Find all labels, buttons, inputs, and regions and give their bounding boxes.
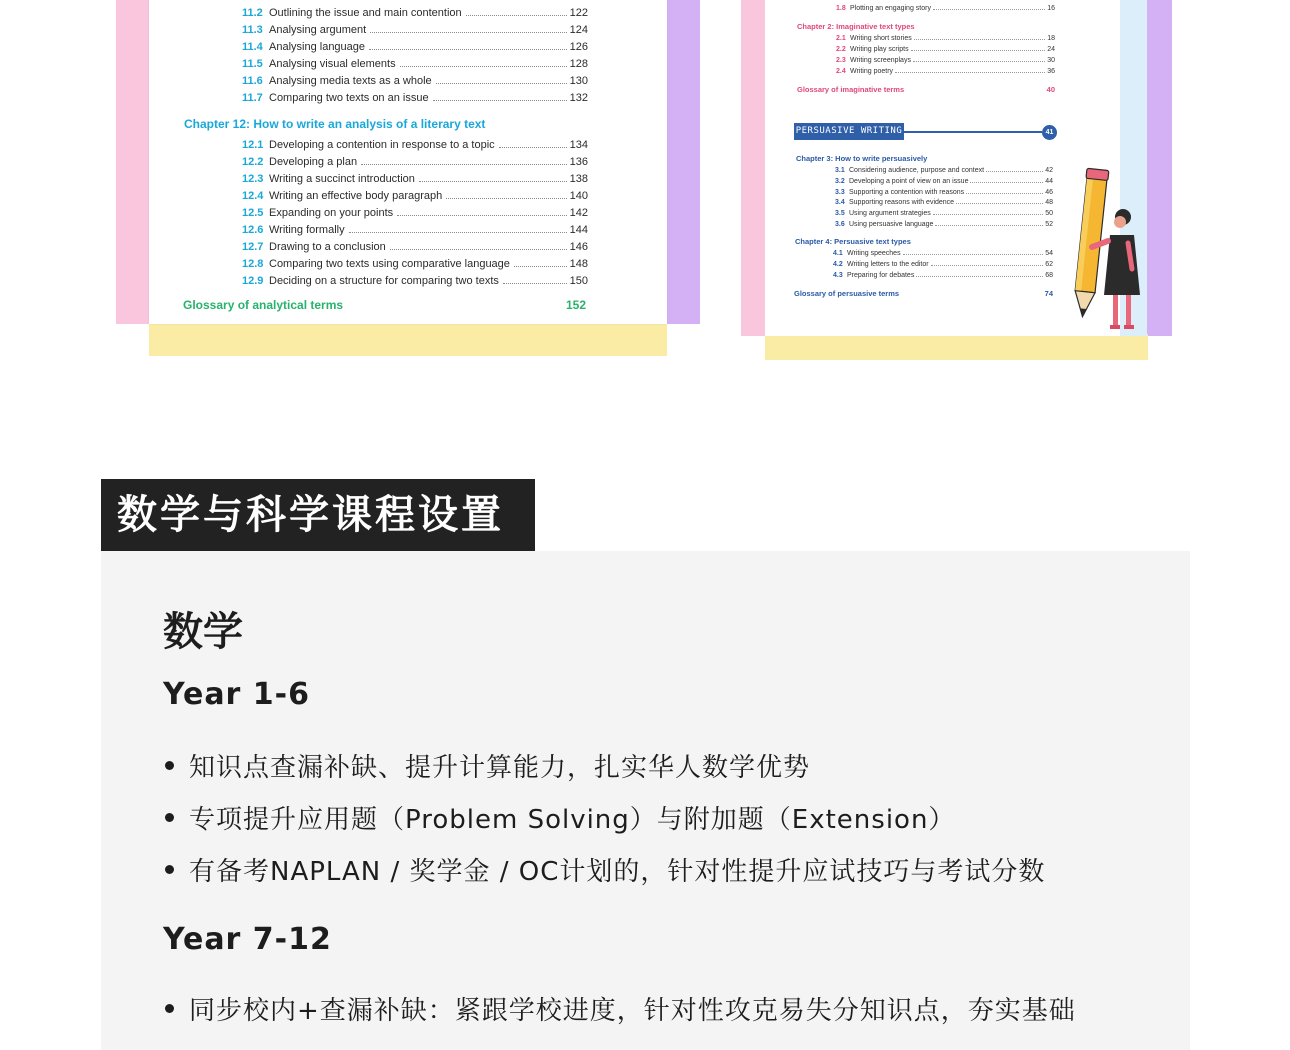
toc-row: 4.1 Writing speeches 54 xyxy=(833,250,1053,257)
book-right-yellow-edge xyxy=(765,334,1148,360)
toc-row: 2.4 Writing poetry 36 xyxy=(836,68,1055,75)
book-left-purple-edge xyxy=(666,0,700,324)
chapter-12-heading: Chapter 12: How to write an analysis of a literary text xyxy=(184,117,486,131)
toc-row: 12.5 Expanding on your points 142 xyxy=(242,207,588,219)
subject-heading: 数学 xyxy=(163,609,243,655)
year-1-6-heading: Year 1-6 xyxy=(163,677,310,712)
list-item: 专项提升应用题（Problem Solving）与附加题（Extension） xyxy=(165,799,955,836)
toc-row: 12.3 Writing a succinct introduction 138 xyxy=(242,173,588,185)
list-item: 同步校内+查漏补缺：紧跟学校进度，针对性攻克易失分知识点，夯实基础 xyxy=(165,990,1076,1027)
toc-row: 12.2 Developing a plan 136 xyxy=(242,156,588,168)
toc-row: 12.8 Comparing two texts using comparative language 148 xyxy=(242,258,588,270)
toc-row: 2.3 Writing screenplays 30 xyxy=(836,57,1055,64)
toc-row: 3.6 Using persuasive language 52 xyxy=(835,221,1053,228)
toc-row: 3.4 Supporting reasons with evidence 48 xyxy=(835,199,1053,206)
toc-row: 12.6 Writing formally 144 xyxy=(242,224,588,236)
chapter-4-heading: Chapter 4: Persuasive text types xyxy=(795,237,911,246)
section-title: 数学与科学课程设置 xyxy=(101,479,535,551)
glossary-analytical-label: Glossary of analytical terms xyxy=(183,298,344,312)
pencil-figure-illustration xyxy=(1068,165,1148,335)
toc-row: 3.2 Developing a point of view on an issue 44 xyxy=(835,178,1053,185)
book-left-yellow-edge xyxy=(149,322,667,356)
book-left-pink-edge xyxy=(116,0,150,324)
toc-row: 11.7 Comparing two texts on an issue 132 xyxy=(242,92,588,104)
toc-row: 1.8 Plotting an engaging story 16 xyxy=(836,5,1055,12)
year-7-12-heading: Year 7-12 xyxy=(163,922,332,957)
persuasive-writing-banner: PERSUASIVE WRITING xyxy=(794,123,904,140)
toc-row: 2.2 Writing play scripts 24 xyxy=(836,46,1055,53)
list-item: 有备考NAPLAN / 奖学金 / OC计划的，针对性提升应试技巧与考试分数 xyxy=(165,851,1045,888)
toc-row: 11.2 Outlining the issue and main contention 122 xyxy=(242,7,588,19)
chapter-3-heading: Chapter 3: How to write persuasively xyxy=(796,154,928,163)
bullet-icon xyxy=(165,761,174,770)
toc-row: 12.1 Developing a contention in response to a topic 134 xyxy=(242,139,588,151)
glossary-persuasive: Glossary of persuasive terms 74 xyxy=(794,289,1053,298)
toc-row: 4.3 Preparing for debates 68 xyxy=(833,272,1053,279)
bullet-icon xyxy=(165,813,174,822)
toc-row: 11.5 Analysing visual elements 128 xyxy=(242,58,588,70)
toc-row: 4.2 Writing letters to the editor 62 xyxy=(833,261,1053,268)
book-right-purple-edge xyxy=(1146,0,1172,336)
toc-row: 11.3 Analysing argument 124 xyxy=(242,24,588,36)
toc-row: 12.4 Writing an effective body paragraph 140 xyxy=(242,190,588,202)
chapter-2-heading: Chapter 2: Imaginative text types xyxy=(797,22,915,31)
bullet-icon xyxy=(165,1004,174,1013)
toc-row: 12.9 Deciding on a structure for comparing two texts 150 xyxy=(242,275,588,287)
glossary-analytical-page: 152 xyxy=(566,298,587,312)
toc-row: 3.1 Considering audience, purpose and context 42 xyxy=(835,167,1053,174)
toc-row: 12.7 Drawing to a conclusion 146 xyxy=(242,241,588,253)
list-item: 知识点查漏补缺、提升计算能力，扎实华人数学优势 xyxy=(165,747,810,784)
toc-row: 11.4 Analysing language 126 xyxy=(242,41,588,53)
glossary-imaginative: Glossary of imaginative terms 40 xyxy=(797,85,1055,94)
bullet-icon xyxy=(165,865,174,874)
book-right-pink-edge xyxy=(741,0,767,336)
toc-row: 11.6 Analysing media texts as a whole 130 xyxy=(242,75,588,87)
toc-row: 3.5 Using argument strategies 50 xyxy=(835,210,1053,217)
banner-page-badge: 41 xyxy=(1042,125,1057,140)
banner-rule xyxy=(904,131,1042,133)
toc-row: 3.3 Supporting a contention with reasons 46 xyxy=(835,189,1053,196)
toc-row: 2.1 Writing short stories 18 xyxy=(836,35,1055,42)
